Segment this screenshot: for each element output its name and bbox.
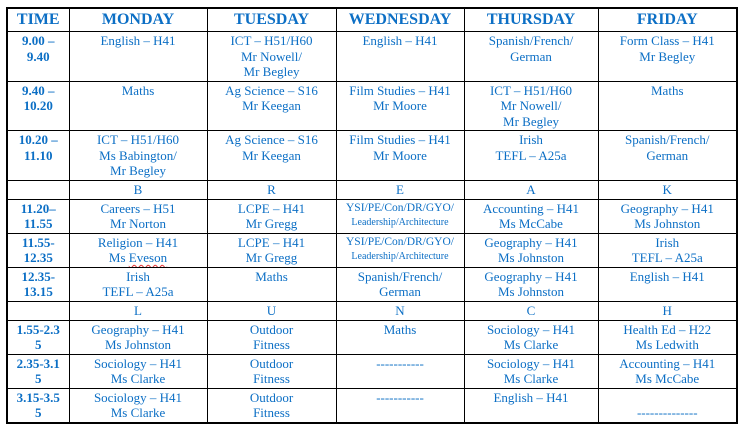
column-header-wednesday: WEDNESDAY bbox=[336, 8, 464, 32]
cell-line: 12.35- bbox=[21, 268, 56, 284]
cell-wednesday bbox=[336, 320, 464, 354]
cell-line: B bbox=[133, 181, 143, 197]
cell-line: 11.20– bbox=[20, 200, 56, 216]
cell-friday bbox=[598, 301, 737, 320]
cell-line: Ms Clarke bbox=[110, 405, 166, 420]
cell-line: Ms Johnston bbox=[104, 337, 172, 352]
cell-friday bbox=[598, 267, 737, 301]
cell-line: Sociology – H41 bbox=[486, 355, 576, 371]
period-row bbox=[7, 233, 737, 267]
cell-line: TEFL – A25a bbox=[495, 147, 567, 163]
cell-line: Accounting – H41 bbox=[482, 200, 580, 216]
cell-thursday bbox=[464, 233, 598, 267]
cell-line: Maths bbox=[121, 82, 155, 98]
cell-friday bbox=[598, 354, 737, 388]
cell-line: English – H41 bbox=[493, 389, 569, 405]
cell-line: R bbox=[267, 181, 276, 197]
column-header-monday: MONDAY bbox=[69, 8, 207, 32]
cell-friday bbox=[598, 131, 737, 181]
time-cell bbox=[7, 233, 69, 267]
cell-line: Outdoor bbox=[249, 355, 294, 371]
cell-thursday bbox=[464, 180, 598, 199]
lunch-row bbox=[7, 301, 737, 320]
cell-line: LCPE – H41 bbox=[237, 234, 306, 250]
cell-line: Mr Norton bbox=[110, 216, 166, 231]
cell-line: Sociology – H41 bbox=[93, 355, 183, 371]
cell-line: 5 bbox=[35, 371, 42, 386]
cell-monday bbox=[69, 267, 207, 301]
cell-line: Ag Science – S16 bbox=[225, 132, 318, 147]
cell-line: YSI/PE/Con/DR/GYO/ bbox=[346, 235, 454, 248]
cell-line: Mr Nowell/ bbox=[240, 48, 303, 64]
cell-line: Leadership/Architecture bbox=[351, 251, 449, 262]
cell-line: TEFL – A25a bbox=[631, 250, 703, 265]
cell-line: C bbox=[526, 302, 536, 318]
time-cell bbox=[7, 131, 69, 181]
cell-line: Sociology – H41 bbox=[93, 389, 183, 405]
cell-wednesday bbox=[336, 180, 464, 199]
cell-thursday bbox=[464, 81, 598, 131]
cell-line: 1.55-2.3 bbox=[16, 321, 60, 337]
cell-thursday bbox=[464, 199, 598, 233]
cell-line: N bbox=[395, 302, 405, 318]
cell-thursday bbox=[464, 320, 598, 354]
period-row bbox=[7, 267, 737, 301]
break-row bbox=[7, 180, 737, 199]
period-row bbox=[7, 354, 737, 388]
cell-line: Accounting – H41 bbox=[619, 355, 716, 371]
cell-friday bbox=[598, 388, 737, 423]
cell-line: Irish bbox=[655, 234, 680, 250]
cell-line: English – H41 bbox=[362, 33, 438, 48]
cell-line: German bbox=[510, 48, 552, 64]
cell-friday bbox=[598, 32, 737, 82]
cell-line: ICT – H51/H60 bbox=[489, 82, 573, 98]
cell-tuesday bbox=[207, 267, 336, 301]
period-row bbox=[7, 388, 737, 423]
cell-line: Mr Nowell/ bbox=[500, 98, 562, 113]
time-cell bbox=[7, 320, 69, 354]
spellcheck-underline: Eveson bbox=[128, 250, 168, 265]
cell-line: Sociology – H41 bbox=[486, 321, 576, 337]
cell-line: English – H41 bbox=[100, 33, 176, 48]
cell-line: Irish bbox=[126, 268, 150, 284]
cell-line: Geography – H41 bbox=[620, 200, 714, 216]
period-row bbox=[7, 131, 737, 181]
period-row bbox=[7, 199, 737, 233]
period-row bbox=[7, 320, 737, 354]
cell-friday bbox=[598, 180, 737, 199]
column-header-thursday: THURSDAY bbox=[464, 8, 598, 32]
cell-line: Fitness bbox=[253, 405, 290, 420]
cell-line: Ms Clarke bbox=[503, 337, 559, 352]
cell-line: Irish bbox=[519, 132, 543, 147]
cell-line: Careers – H51 bbox=[100, 200, 176, 216]
cell-line: Fitness bbox=[253, 337, 290, 352]
cell-line: 3.15-3.5 bbox=[16, 389, 60, 405]
cell-line: Ms Ledwith bbox=[635, 337, 699, 352]
column-header-tuesday: TUESDAY bbox=[207, 8, 336, 32]
cell-line: LCPE – H41 bbox=[237, 200, 306, 216]
cell-line: Film Studies – H41 bbox=[349, 82, 451, 98]
cell-monday bbox=[69, 320, 207, 354]
cell-wednesday bbox=[336, 32, 464, 82]
cell-line: Ms Johnston bbox=[497, 250, 565, 265]
cell-line: Maths bbox=[383, 321, 417, 337]
cell-tuesday bbox=[207, 199, 336, 233]
period-row bbox=[7, 32, 737, 82]
cell-line: Ms McCabe bbox=[635, 371, 700, 386]
cell-line: Geography – H41 bbox=[484, 234, 578, 250]
cell-line: Ag Science – S16 bbox=[225, 82, 318, 98]
time-cell bbox=[7, 180, 69, 199]
cell-line: -------------- bbox=[636, 405, 698, 420]
cell-line: 11.10 bbox=[23, 147, 53, 163]
cell-thursday bbox=[464, 131, 598, 181]
cell-monday bbox=[69, 301, 207, 320]
cell-wednesday bbox=[336, 81, 464, 131]
cell-line: ----------- bbox=[376, 389, 424, 405]
cell-thursday bbox=[464, 354, 598, 388]
cell-monday bbox=[69, 199, 207, 233]
cell-line: Mr Gregg bbox=[245, 216, 298, 231]
cell-tuesday bbox=[207, 388, 336, 423]
column-header-time: TIME bbox=[7, 8, 69, 32]
cell-line: 9.40 bbox=[26, 48, 50, 64]
cell-wednesday bbox=[336, 354, 464, 388]
cell-wednesday bbox=[336, 267, 464, 301]
period-row bbox=[7, 81, 737, 131]
time-cell bbox=[7, 81, 69, 131]
cell-line: English – H41 bbox=[629, 268, 705, 284]
cell-line: Fitness bbox=[253, 371, 290, 386]
cell-tuesday bbox=[207, 301, 336, 320]
cell-line: Mr Begley bbox=[639, 48, 696, 64]
cell-line: Ms Eveson bbox=[108, 250, 168, 265]
time-cell bbox=[7, 354, 69, 388]
cell-line: 10.20 – bbox=[18, 132, 58, 147]
cell-monday bbox=[69, 354, 207, 388]
cell-line: Mr Begley bbox=[243, 64, 300, 79]
cell-line: Form Class – H41 bbox=[619, 33, 715, 48]
cell-line: German bbox=[379, 284, 421, 299]
cell-friday bbox=[598, 233, 737, 267]
cell-line: Mr Gregg bbox=[245, 250, 298, 265]
cell-line: Mr Moore bbox=[373, 147, 427, 163]
cell-line bbox=[601, 390, 735, 406]
cell-tuesday bbox=[207, 233, 336, 267]
cell-line: 13.15 bbox=[23, 284, 53, 299]
cell-line: Outdoor bbox=[249, 389, 294, 405]
cell-line: Ms McCabe bbox=[499, 216, 563, 231]
time-cell bbox=[7, 199, 69, 233]
header-row bbox=[7, 8, 737, 32]
cell-tuesday bbox=[207, 180, 336, 199]
cell-line: YSI/PE/Con/DR/GYO/ bbox=[346, 201, 454, 214]
cell-line: Mr Keegan bbox=[242, 147, 301, 163]
cell-thursday bbox=[464, 267, 598, 301]
cell-line: 5 bbox=[35, 405, 42, 420]
cell-line: Maths bbox=[651, 82, 684, 98]
cell-tuesday bbox=[207, 81, 336, 131]
cell-tuesday bbox=[207, 131, 336, 181]
cell-line: Mr Keegan bbox=[242, 98, 301, 113]
cell-line: ICT – H51/H60 bbox=[96, 132, 180, 147]
cell-line: 2.35-3.1 bbox=[16, 355, 60, 371]
cell-tuesday bbox=[207, 320, 336, 354]
cell-friday bbox=[598, 199, 737, 233]
cell-line: Ms Clarke bbox=[503, 371, 559, 386]
cell-friday bbox=[598, 81, 737, 131]
cell-line: Mr Begley bbox=[503, 113, 559, 129]
cell-line: ICT – H51/H60 bbox=[230, 33, 313, 48]
cell-thursday bbox=[464, 388, 598, 423]
cell-line: Ms Johnston bbox=[634, 216, 701, 231]
cell-monday bbox=[69, 180, 207, 199]
cell-tuesday bbox=[207, 354, 336, 388]
cell-tuesday bbox=[207, 32, 336, 82]
cell-line: Outdoor bbox=[249, 321, 294, 337]
cell-line: 12.35 bbox=[23, 250, 53, 265]
cell-line: U bbox=[266, 302, 277, 318]
cell-line: Geography – H41 bbox=[484, 268, 578, 284]
cell-line: Spanish/French/ bbox=[488, 33, 574, 48]
time-cell bbox=[7, 267, 69, 301]
cell-line: German bbox=[646, 147, 689, 163]
cell-wednesday bbox=[336, 199, 464, 233]
cell-line: 9.00 – bbox=[22, 33, 55, 48]
cell-line: Mr Begley bbox=[110, 163, 166, 178]
cell-wednesday bbox=[336, 131, 464, 181]
time-cell bbox=[7, 32, 69, 82]
cell-monday bbox=[69, 32, 207, 82]
cell-line: Film Studies – H41 bbox=[349, 132, 451, 147]
cell-wednesday bbox=[336, 301, 464, 320]
cell-line: 11.55- bbox=[21, 234, 55, 250]
cell-line: TEFL – A25a bbox=[102, 284, 174, 299]
cell-line: Ms Babington/ bbox=[99, 147, 177, 163]
cell-line: Ms Johnston bbox=[497, 284, 565, 299]
cell-line: A bbox=[526, 181, 536, 197]
cell-line: Spanish/French/ bbox=[625, 132, 710, 147]
cell-monday bbox=[69, 388, 207, 423]
cell-wednesday bbox=[336, 388, 464, 423]
cell-line: Ms Clarke bbox=[110, 371, 166, 386]
cell-line: ----------- bbox=[376, 355, 424, 371]
cell-line: 10.20 bbox=[23, 98, 53, 113]
cell-line: K bbox=[662, 181, 672, 197]
cell-monday bbox=[69, 233, 207, 267]
cell-line: Maths bbox=[255, 268, 288, 284]
cell-line: H bbox=[662, 302, 672, 318]
cell-line: Geography – H41 bbox=[91, 321, 185, 337]
column-header-friday: FRIDAY bbox=[598, 8, 737, 32]
cell-thursday bbox=[464, 32, 598, 82]
cell-wednesday bbox=[336, 233, 464, 267]
cell-line: 11.55 bbox=[23, 216, 53, 231]
timetable bbox=[6, 7, 738, 424]
time-cell bbox=[7, 301, 69, 320]
cell-line: Health Ed – H22 bbox=[623, 321, 712, 337]
cell-line: E bbox=[396, 181, 404, 197]
cell-line: 5 bbox=[35, 337, 42, 352]
cell-line: L bbox=[134, 302, 142, 318]
cell-line: 9.40 – bbox=[22, 82, 55, 98]
time-cell bbox=[7, 388, 69, 423]
cell-friday bbox=[598, 320, 737, 354]
cell-line: Mr Moore bbox=[373, 98, 427, 113]
cell-line: Leadership/Architecture bbox=[351, 217, 449, 228]
cell-line: Spanish/French/ bbox=[357, 268, 443, 284]
cell-line: Religion – H41 bbox=[97, 234, 179, 250]
cell-monday bbox=[69, 131, 207, 181]
cell-monday bbox=[69, 81, 207, 131]
cell-thursday bbox=[464, 301, 598, 320]
